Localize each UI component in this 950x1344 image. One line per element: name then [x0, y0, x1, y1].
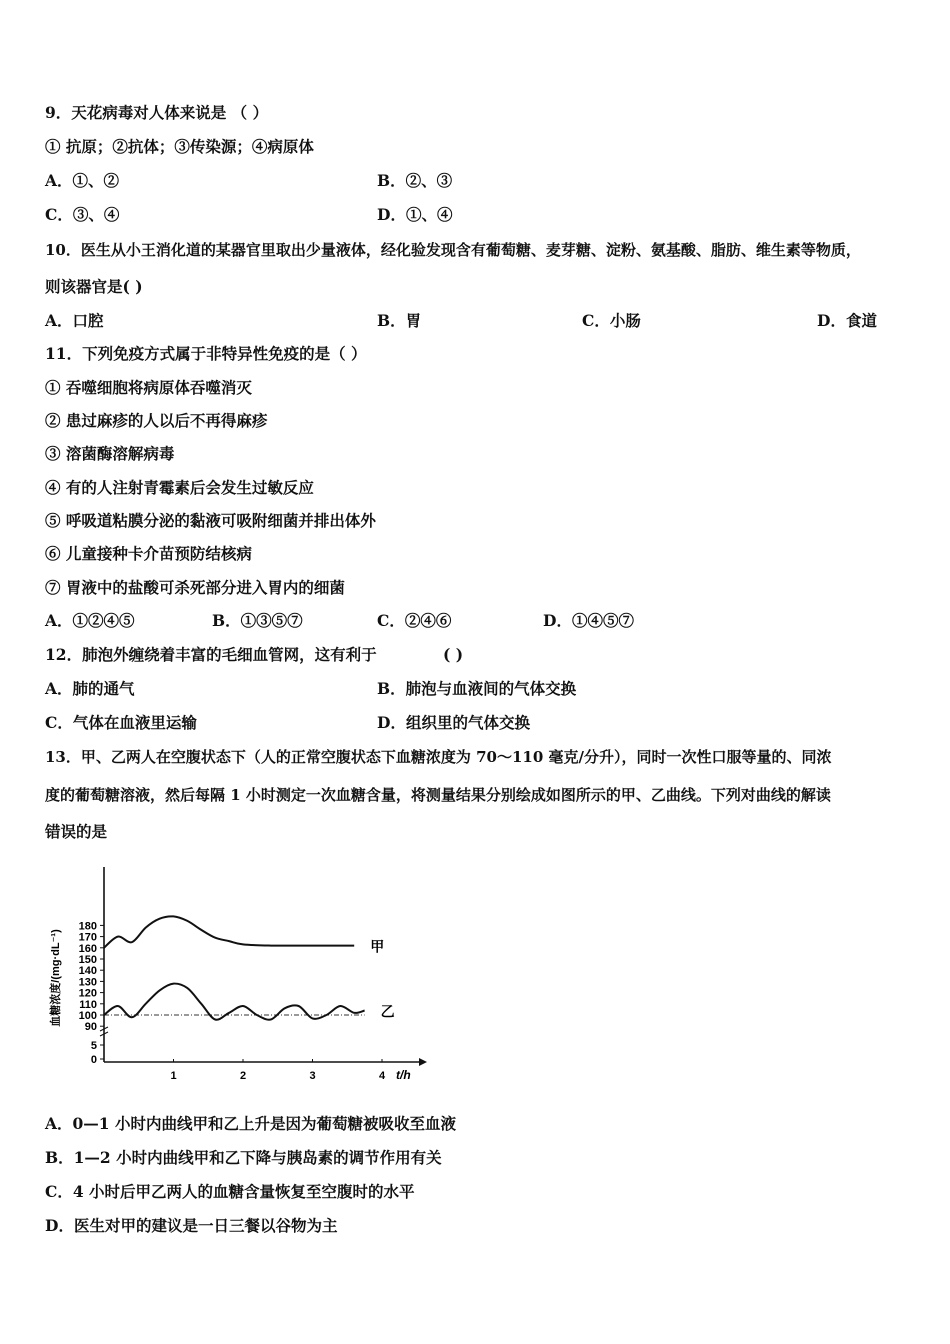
q13-option-a: A．0—1 小时内曲线甲和乙上升是因为葡萄糖被吸收至血液	[45, 1114, 456, 1133]
q10-stem-line2: 则该器官是( )	[45, 277, 143, 296]
q13-stem-line1: 13．甲、乙两人在空腹状态下（人的正常空腹状态下血糖浓度为 70～110 毫克/分升），同时一次性口服等量的、同浓	[45, 748, 832, 766]
q11-item-2: ② 患过麻疹的人以后不再得麻疹	[45, 411, 268, 430]
q11-item-6: ⑥ 儿童接种卡介苗预防结核病	[45, 544, 252, 563]
q11-item-1: ① 吞噬细胞将病原体吞噬消灭	[45, 378, 252, 397]
y-tick-label: 0	[90, 1054, 97, 1066]
blood-sugar-chart	[44, 855, 434, 1090]
q10-option-d: D．食道	[817, 311, 877, 330]
y-tick-label: 140	[78, 965, 97, 978]
q9-option-a: A．①、②	[45, 171, 120, 190]
q10-stem-line1: 10．医生从小王消化道的某器官里取出少量液体，经化验发现含有葡萄糖、麦芽糖、淀粉、氨基酸、脂肪、维生素等物质，	[45, 241, 861, 259]
q13-stem-line3: 错误的是	[45, 822, 108, 841]
chart-xlabel: t/h	[396, 1068, 411, 1082]
series-label: 甲	[370, 938, 385, 955]
q10-option-a: A．口腔	[45, 311, 104, 330]
q12-option-d: D．组织里的气体交换	[377, 713, 530, 732]
q11-option-b: B．①③⑤⑦	[212, 611, 303, 630]
y-tick-label: 90	[84, 1021, 97, 1034]
q12-stem: 12．肺泡外缠绕着丰富的毛细血管网，这有利于	[45, 645, 377, 664]
q9-option-c: C．③、④	[45, 205, 120, 224]
x-tick-label: 2	[239, 1070, 247, 1082]
q11-item-5: ⑤ 呼吸道粘膜分泌的黏液可吸附细菌并排出体外	[45, 511, 376, 530]
q11-stem: 11．下列免疫方式属于非特异性免疫的是（ ）	[45, 344, 367, 363]
series-label: 乙	[380, 1003, 395, 1020]
y-tick-label: 150	[78, 954, 97, 966]
q11-item-7: ⑦ 胃液中的盐酸可杀死部分进入胃内的细菌	[45, 578, 345, 597]
chart-ylabel: 血糖浓度/(mg·dL⁻¹)	[50, 929, 62, 1027]
q12-option-b: B．肺泡与血液间的气体交换	[377, 679, 577, 698]
x-tick-label: 4	[378, 1070, 386, 1082]
x-tick-label: 1	[170, 1070, 177, 1082]
y-tick-label: 100	[78, 1010, 97, 1022]
y-tick-label: 130	[78, 976, 97, 989]
q11-option-c: C．②④⑥	[377, 611, 452, 630]
y-tick-label: 120	[78, 987, 97, 1000]
y-tick-label: 170	[78, 931, 97, 944]
q12-option-c: C．气体在血液里运输	[45, 713, 197, 732]
q11-item-4: ④ 有的人注射青霉素后会发生过敏反应	[45, 478, 314, 497]
q9-option-d: D．①、④	[377, 205, 453, 224]
x-tick-label: 3	[309, 1070, 316, 1082]
series-line-yi	[104, 984, 365, 1020]
q13-option-d: D．医生对甲的建议是一日三餐以谷物为主	[45, 1216, 338, 1235]
q12-option-a: A．肺的通气	[45, 679, 135, 698]
q13-option-b: B．1—2 小时内曲线甲和乙下降与胰岛素的调节作用有关	[45, 1148, 442, 1167]
y-tick-label: 5	[90, 1040, 97, 1052]
q11-option-a: A．①②④⑤	[45, 611, 135, 630]
q12-paren: ( )	[443, 645, 464, 664]
y-tick-label: 180	[78, 920, 97, 933]
series-line-jia	[104, 916, 354, 947]
y-tick-label: 160	[78, 942, 97, 955]
q9-option-b: B．②、③	[377, 171, 453, 190]
q10-option-b: B．胃	[377, 311, 422, 330]
q11-item-3: ③ 溶菌酶溶解病毒	[45, 444, 175, 463]
q10-option-c: C．小肠	[582, 311, 641, 330]
q9-stem: 9．天花病毒对人体来说是 （ ）	[45, 103, 269, 122]
q13-stem-line2: 度的葡萄糖溶液，然后每隔 1 小时测定一次血糖含量，将测量结果分别绘成如图所示的甲、乙曲线。下列对曲线的解读	[45, 786, 831, 804]
q9-items: ① 抗原；②抗体；③传染源；④病原体	[45, 137, 314, 156]
q13-option-c: C．4 小时后甲乙两人的血糖含量恢复至空腹时的水平	[45, 1182, 415, 1201]
q11-option-d: D．①④⑤⑦	[543, 611, 634, 630]
y-tick-label: 110	[79, 998, 97, 1011]
x-axis-arrow-icon	[419, 1058, 427, 1066]
